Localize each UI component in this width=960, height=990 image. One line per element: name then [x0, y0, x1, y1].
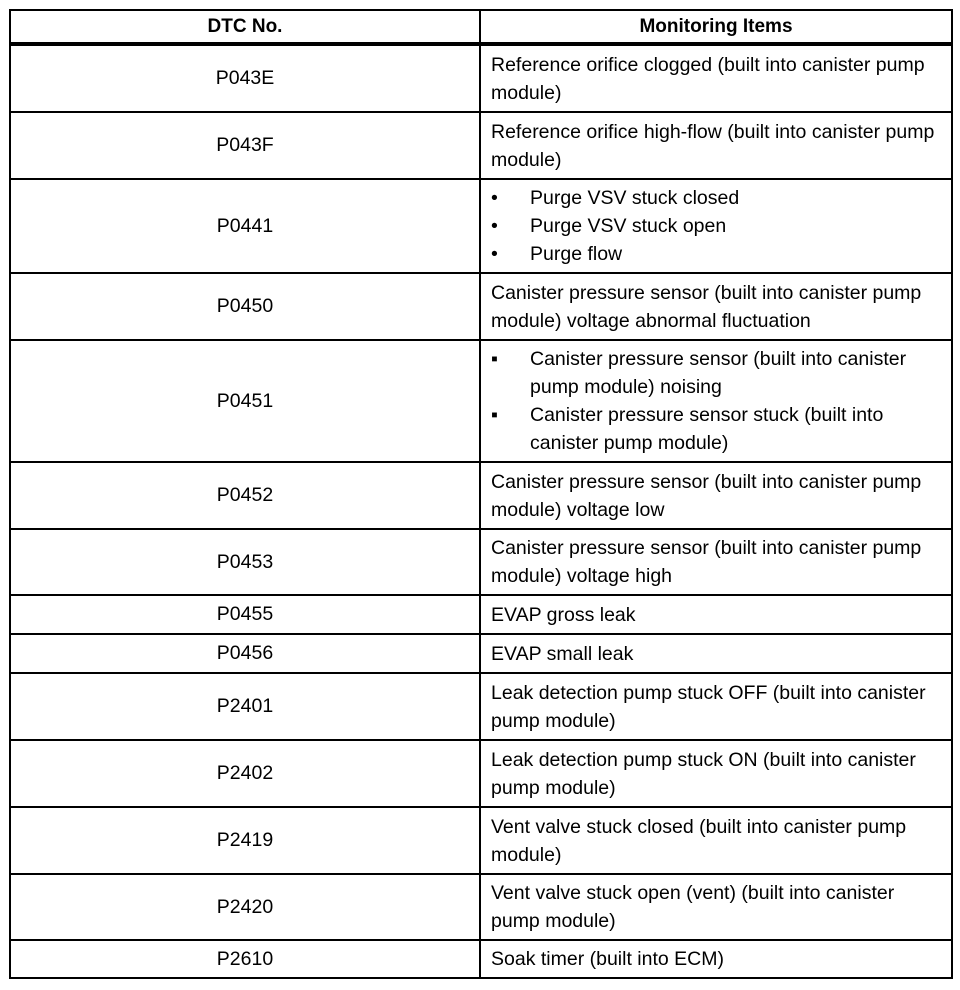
list-item — [491, 401, 937, 457]
monitoring-item: Soak timer (built into ECM) — [480, 940, 952, 978]
table-row — [10, 179, 952, 273]
dtc-code: P0456 — [10, 634, 480, 673]
list-item — [491, 240, 937, 268]
bullet-text: Canister pressure sensor stuck (built into canister pump module) — [530, 404, 884, 454]
table-row — [10, 112, 952, 179]
dtc-code: P0455 — [10, 595, 480, 634]
table-row — [10, 340, 952, 462]
bullet-text: Canister pressure sensor (built into canister pump module) noising — [530, 348, 907, 398]
dtc-code: P043E — [10, 44, 480, 112]
table-row — [10, 634, 952, 673]
monitoring-item — [480, 340, 952, 462]
bullet-list — [491, 184, 937, 268]
dtc-code: P2401 — [10, 673, 480, 740]
monitoring-item: Canister pressure sensor (built into canister pump module) voltage low — [480, 462, 952, 529]
list-item — [491, 212, 937, 240]
list-item — [491, 184, 937, 212]
bullet-marker: • — [491, 243, 498, 265]
monitoring-item: Vent valve stuck open (vent) (built into canister pump module) — [480, 874, 952, 940]
dtc-code: P2419 — [10, 807, 480, 874]
monitoring-item: Canister pressure sensor (built into canister pump module) voltage high — [480, 529, 952, 595]
dtc-code: P0453 — [10, 529, 480, 595]
table-row — [10, 529, 952, 595]
bullet-text: Purge VSV stuck closed — [530, 187, 740, 209]
bullet-text: Purge VSV stuck open — [530, 215, 727, 237]
dtc-code: P0450 — [10, 273, 480, 340]
monitoring-item: Leak detection pump stuck OFF (built into canister pump module) — [480, 673, 952, 740]
header-row — [10, 10, 952, 44]
table-row — [10, 807, 952, 874]
bullet-marker: • — [491, 187, 498, 209]
list-item — [491, 345, 937, 401]
dtc-code: P2420 — [10, 874, 480, 940]
bullet-text: Purge flow — [530, 243, 623, 265]
monitoring-item: Reference orifice clogged (built into canister pump module) — [480, 44, 952, 112]
dtc-code: P2402 — [10, 740, 480, 807]
table-row — [10, 273, 952, 340]
dtc-code: P0441 — [10, 179, 480, 273]
monitoring-item: Reference orifice high-flow (built into canister pump module) — [480, 112, 952, 179]
dtc-monitoring-table — [9, 9, 953, 979]
table-row — [10, 44, 952, 112]
bullet-marker: ▪ — [491, 404, 498, 426]
dtc-code: P0452 — [10, 462, 480, 529]
dtc-column-header: DTC No. — [10, 10, 480, 44]
monitoring-item: EVAP small leak — [480, 634, 952, 673]
monitoring-item: EVAP gross leak — [480, 595, 952, 634]
dtc-code: P2610 — [10, 940, 480, 978]
dtc-code: P043F — [10, 112, 480, 179]
monitoring-items-column-header: Monitoring Items — [480, 10, 952, 44]
table-row — [10, 740, 952, 807]
table-row — [10, 595, 952, 634]
bullet-marker: ▪ — [491, 348, 498, 370]
bullet-list — [491, 345, 937, 457]
monitoring-item: Vent valve stuck closed (built into canister pump module) — [480, 807, 952, 874]
table-row — [10, 673, 952, 740]
monitoring-item: Canister pressure sensor (built into canister pump module) voltage abnormal fluctuation — [480, 273, 952, 340]
table-row — [10, 874, 952, 940]
bullet-marker: • — [491, 215, 498, 237]
table-row — [10, 462, 952, 529]
monitoring-item: Leak detection pump stuck ON (built into canister pump module) — [480, 740, 952, 807]
monitoring-item — [480, 179, 952, 273]
table-row — [10, 940, 952, 978]
dtc-code: P0451 — [10, 340, 480, 462]
